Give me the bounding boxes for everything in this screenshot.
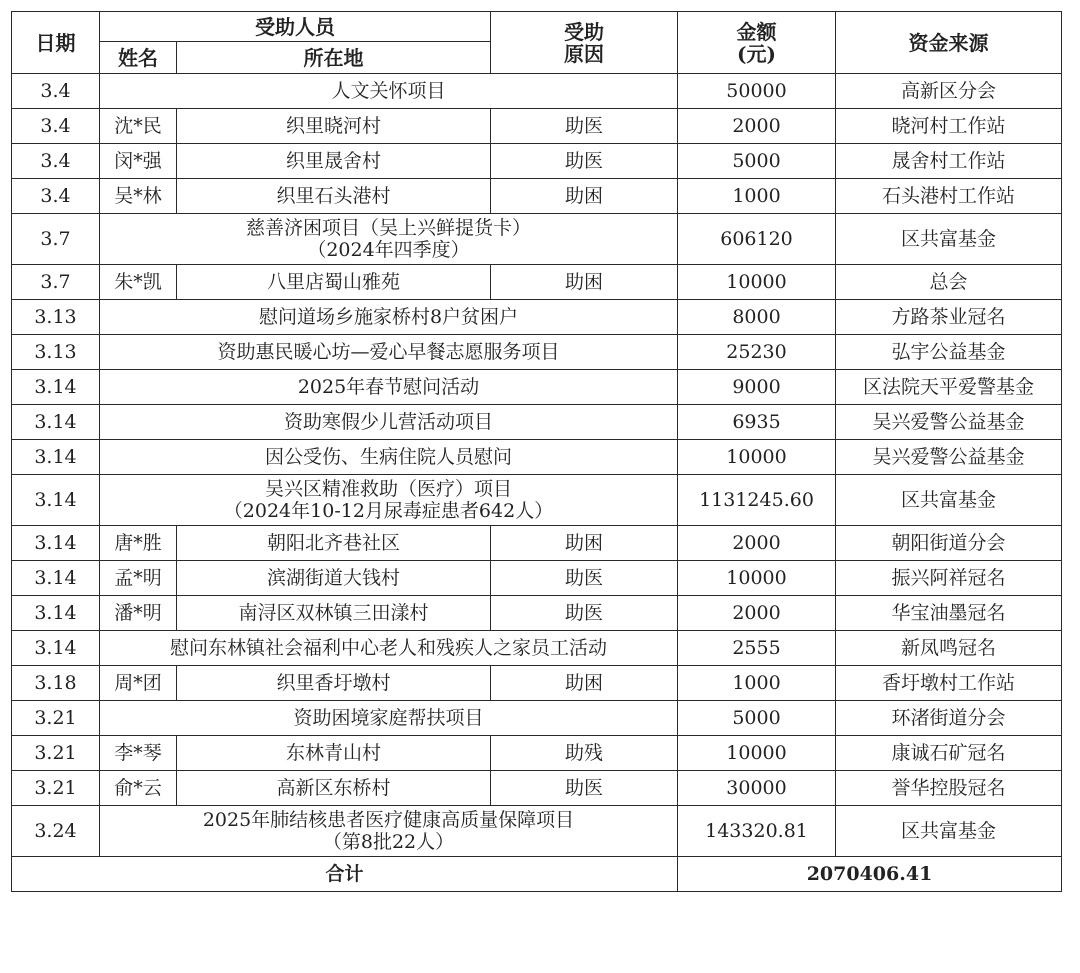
project-cell [100,214,678,265]
table-row [12,300,1062,335]
location-cell: 织里香圩墩村 [177,666,491,701]
location-cell: 织里晓河村 [177,109,491,144]
table-row [12,144,1062,179]
source-cell: 总会 [836,265,1062,300]
table-row [12,370,1062,405]
project-line-2: （2024年10-12月尿毒症患者642人） [223,500,554,522]
date-cell: 3.21 [12,701,100,736]
source-cell: 晓河村工作站 [836,109,1062,144]
header-name: 姓名 [100,42,177,74]
source-cell: 吴兴爱警公益基金 [836,405,1062,440]
header-source: 资金来源 [836,12,1062,74]
header-recipient: 受助人员 [100,12,491,42]
table-row [12,701,1062,736]
table-row [12,335,1062,370]
date-cell: 3.21 [12,771,100,806]
project-cell: 慰问东林镇社会福利中心老人和残疾人之家员工活动 [100,631,678,666]
name-cell: 潘*明 [100,596,177,631]
table-row [12,666,1062,701]
amount-cell: 50000 [678,74,836,109]
date-cell: 3.14 [12,405,100,440]
location-cell: 朝阳北齐巷社区 [177,526,491,561]
project-cell: 2025年春节慰问活动 [100,370,678,405]
table-row [12,74,1062,109]
date-cell: 3.14 [12,370,100,405]
project-cell [100,806,678,857]
reason-cell: 助医 [491,144,678,179]
reason-cell: 助医 [491,109,678,144]
source-cell: 高新区分会 [836,74,1062,109]
project-cell: 慰问道场乡施家桥村8户贫困户 [100,300,678,335]
source-cell: 弘宇公益基金 [836,335,1062,370]
header-row-1 [12,12,1062,42]
location-cell: 八里店蜀山雅苑 [177,265,491,300]
amount-cell: 5000 [678,701,836,736]
table-row [12,736,1062,771]
amount-cell: 5000 [678,144,836,179]
project-cell: 资助惠民暖心坊—爱心早餐志愿服务项目 [100,335,678,370]
location-cell: 高新区东桥村 [177,771,491,806]
table-row [12,179,1062,214]
source-cell: 新凤鸣冠名 [836,631,1062,666]
amount-cell: 1000 [678,666,836,701]
date-cell: 3.14 [12,631,100,666]
source-cell: 区共富基金 [836,806,1062,857]
project-cell: 因公受伤、生病住院人员慰问 [100,440,678,475]
amount-cell: 1131245.60 [678,475,836,526]
project-line-2: （第8批22人） [322,831,455,853]
table-row [12,440,1062,475]
table-row [12,405,1062,440]
project-line-1: 慈善济困项目（吴上兴鲜提货卡） [245,217,531,239]
location-cell: 南浔区双林镇三田漾村 [177,596,491,631]
amount-cell: 10000 [678,265,836,300]
table-row [12,526,1062,561]
table-body [12,74,1062,857]
location-cell: 东林青山村 [177,736,491,771]
date-cell: 3.14 [12,475,100,526]
amount-cell: 9000 [678,370,836,405]
amount-cell: 25230 [678,335,836,370]
date-cell: 3.14 [12,596,100,631]
source-cell: 吴兴爱警公益基金 [836,440,1062,475]
donation-table [11,11,1062,892]
total-label: 合计 [12,857,678,892]
table-row [12,631,1062,666]
source-cell: 朝阳街道分会 [836,526,1062,561]
reason-cell: 助困 [491,179,678,214]
date-cell: 3.14 [12,561,100,596]
location-cell: 滨湖街道大钱村 [177,561,491,596]
source-cell: 石头港村工作站 [836,179,1062,214]
reason-cell: 助医 [491,596,678,631]
header-location: 所在地 [177,42,491,74]
amount-cell: 2555 [678,631,836,666]
table-row [12,806,1062,857]
table-row [12,596,1062,631]
name-cell: 周*团 [100,666,177,701]
project-line-1: 吴兴区精准救助（医疗）项目 [264,478,512,500]
amount-cell: 8000 [678,300,836,335]
reason-cell: 助残 [491,736,678,771]
amount-cell: 30000 [678,771,836,806]
date-cell: 3.14 [12,526,100,561]
amount-cell: 10000 [678,440,836,475]
name-cell: 李*琴 [100,736,177,771]
source-cell: 区共富基金 [836,475,1062,526]
date-cell: 3.7 [12,214,100,265]
name-cell: 沈*民 [100,109,177,144]
source-cell: 誉华控股冠名 [836,771,1062,806]
table-row [12,561,1062,596]
amount-cell: 6935 [678,405,836,440]
name-cell: 吴*林 [100,179,177,214]
date-cell: 3.21 [12,736,100,771]
reason-cell: 助医 [491,561,678,596]
amount-cell: 2000 [678,526,836,561]
project-line-1: 2025年肺结核患者医疗健康高质量保障项目 [202,809,575,831]
source-cell: 区法院天平爱警基金 [836,370,1062,405]
table-row [12,475,1062,526]
project-cell [100,475,678,526]
name-cell: 俞*云 [100,771,177,806]
source-cell: 环渚街道分会 [836,701,1062,736]
date-cell: 3.24 [12,806,100,857]
source-cell: 区共富基金 [836,214,1062,265]
table-row [12,771,1062,806]
amount-cell: 143320.81 [678,806,836,857]
source-cell: 晟舍村工作站 [836,144,1062,179]
table-row [12,214,1062,265]
date-cell: 3.7 [12,265,100,300]
date-cell: 3.13 [12,300,100,335]
name-cell: 闵*强 [100,144,177,179]
name-cell: 孟*明 [100,561,177,596]
header-reason: 受助 原因 [491,12,678,74]
header-amount: 金额 (元) [678,12,836,74]
reason-cell: 助困 [491,265,678,300]
name-cell: 唐*胜 [100,526,177,561]
source-cell: 香圩墩村工作站 [836,666,1062,701]
total-amount: 2070406.41 [678,857,1062,892]
amount-cell: 10000 [678,561,836,596]
location-cell: 织里晟舍村 [177,144,491,179]
name-cell: 朱*凯 [100,265,177,300]
date-cell: 3.4 [12,109,100,144]
project-cell: 人文关怀项目 [100,74,678,109]
reason-cell: 助困 [491,666,678,701]
date-cell: 3.14 [12,440,100,475]
amount-cell: 1000 [678,179,836,214]
reason-cell: 助困 [491,526,678,561]
source-cell: 康诚石矿冠名 [836,736,1062,771]
total-row [12,857,1062,892]
date-cell: 3.18 [12,666,100,701]
location-cell: 织里石头港村 [177,179,491,214]
table-row [12,109,1062,144]
date-cell: 3.4 [12,179,100,214]
table-row [12,265,1062,300]
header-date: 日期 [12,12,100,74]
date-cell: 3.4 [12,144,100,179]
source-cell: 方路茶业冠名 [836,300,1062,335]
source-cell: 振兴阿祥冠名 [836,561,1062,596]
reason-cell: 助医 [491,771,678,806]
date-cell: 3.13 [12,335,100,370]
source-cell: 华宝油墨冠名 [836,596,1062,631]
project-cell: 资助寒假少儿营活动项目 [100,405,678,440]
project-line-2: （2024年四季度） [307,239,470,261]
date-cell: 3.4 [12,74,100,109]
amount-cell: 606120 [678,214,836,265]
amount-cell: 2000 [678,596,836,631]
amount-cell: 2000 [678,109,836,144]
amount-cell: 10000 [678,736,836,771]
project-cell: 资助困境家庭帮扶项目 [100,701,678,736]
